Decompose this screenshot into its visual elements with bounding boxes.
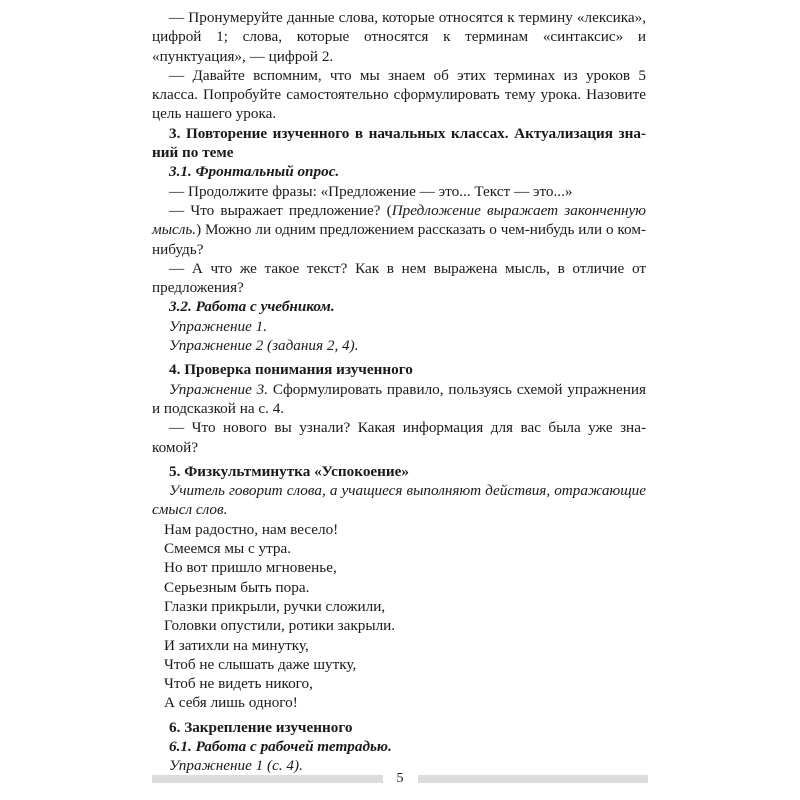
footer-inner [152, 765, 648, 793]
paragraph-exercise-3 [152, 380, 646, 419]
poem-line: Чтоб не слышать даже шутку, [164, 655, 357, 673]
paragraph-what-expresses-sentence [152, 201, 646, 259]
run-italic-answer: Предложение выражает законченную мысль. [152, 201, 646, 239]
exercise-1-page-4-reference: Упражнение 1 (с. 4). [169, 757, 303, 775]
footer-rule-left [152, 775, 383, 783]
page-number: 5 [396, 771, 404, 786]
subheading-section-3-1: 3.1. Фронтальный опрос. [169, 163, 340, 181]
heading-section-4: 4. Проверка понимания изученного [169, 361, 413, 379]
poem-line: Но вот пришло мгновенье, [164, 559, 337, 577]
heading-section-6: 6. Закрепление изученного [169, 718, 353, 736]
paragraph-continue-phrases: — Продолжите фразы: «Предложение — это... Текст — это...» [169, 182, 573, 200]
run-plain-exercise-3: Сформулировать правило, пользуясь схемой упражнения и подсказкой на с. 4. [152, 380, 646, 417]
paragraph-teacher-instruction: Учитель говорит слова, а учащиеся выполняют действия, отражающие смысл слов. [152, 482, 646, 519]
poem-line: Чтоб не видеть никого, [164, 675, 313, 693]
page-footer [0, 765, 800, 793]
poem-line: Нам радостно, нам весело! [164, 520, 339, 538]
paragraph-numbering: — Пронумеруйте данные слова, которые относятся к термину «лексика», цифрой 1; слова, которые относятся к терминам «синтаксис» и «пунктуация», — цифрой 2. [152, 9, 646, 65]
poem-line: И затихли на минутку, [164, 636, 309, 654]
paragraph-what-new: — Что нового вы узнали? Какая информация для вас была уже знакомой? [152, 419, 646, 456]
paragraph-recall-terms: — Давайте вспомним, что мы знаем об этих терминах из уроков 5 класса. Попробуйте самостоятельно сформулировать тему урока. Назовите цель нашего урока. [152, 66, 646, 123]
subheading-section-6-1: 6.1. Работа с рабочей тетрадью. [169, 737, 392, 755]
poem-line: Глазки прикрыли, ручки сложили, [164, 597, 386, 615]
exercise-1-reference: Упражнение 1. [169, 317, 268, 335]
poem-line: А себя лишь одного! [164, 694, 298, 712]
run-plain-lead: — Что выражает предложение? ( [169, 201, 392, 219]
text-column [152, 8, 646, 776]
heading-section-5: 5. Физкультминутка «Успокоение» [169, 462, 409, 480]
run-italic-exercise-3: Упражнение 3. [169, 380, 269, 398]
footer-rule-right [418, 775, 649, 783]
exercise-2-reference: Упражнение 2 (задания 2, 4). [169, 337, 359, 355]
heading-section-3: 3. Повторение изученного в начальных классах. Актуализация знаний по теме [152, 124, 646, 162]
run-plain-tail: ) Можно ли одним предложением рассказать о чем-нибудь или о ком-нибудь? [152, 221, 646, 258]
poem-line: Смеемся мы с утра. [164, 540, 292, 558]
paragraph-what-is-text: — А что же такое текст? Как в нем выражена мысль, в отличие от предложения? [152, 259, 646, 297]
poem-line: Серьезным быть пора. [164, 578, 310, 596]
poem-line: Головки опустили, ротики закрыли. [164, 617, 396, 635]
poem-block [152, 520, 646, 713]
subheading-section-3-2: 3.2. Работа с учебником. [169, 298, 335, 316]
